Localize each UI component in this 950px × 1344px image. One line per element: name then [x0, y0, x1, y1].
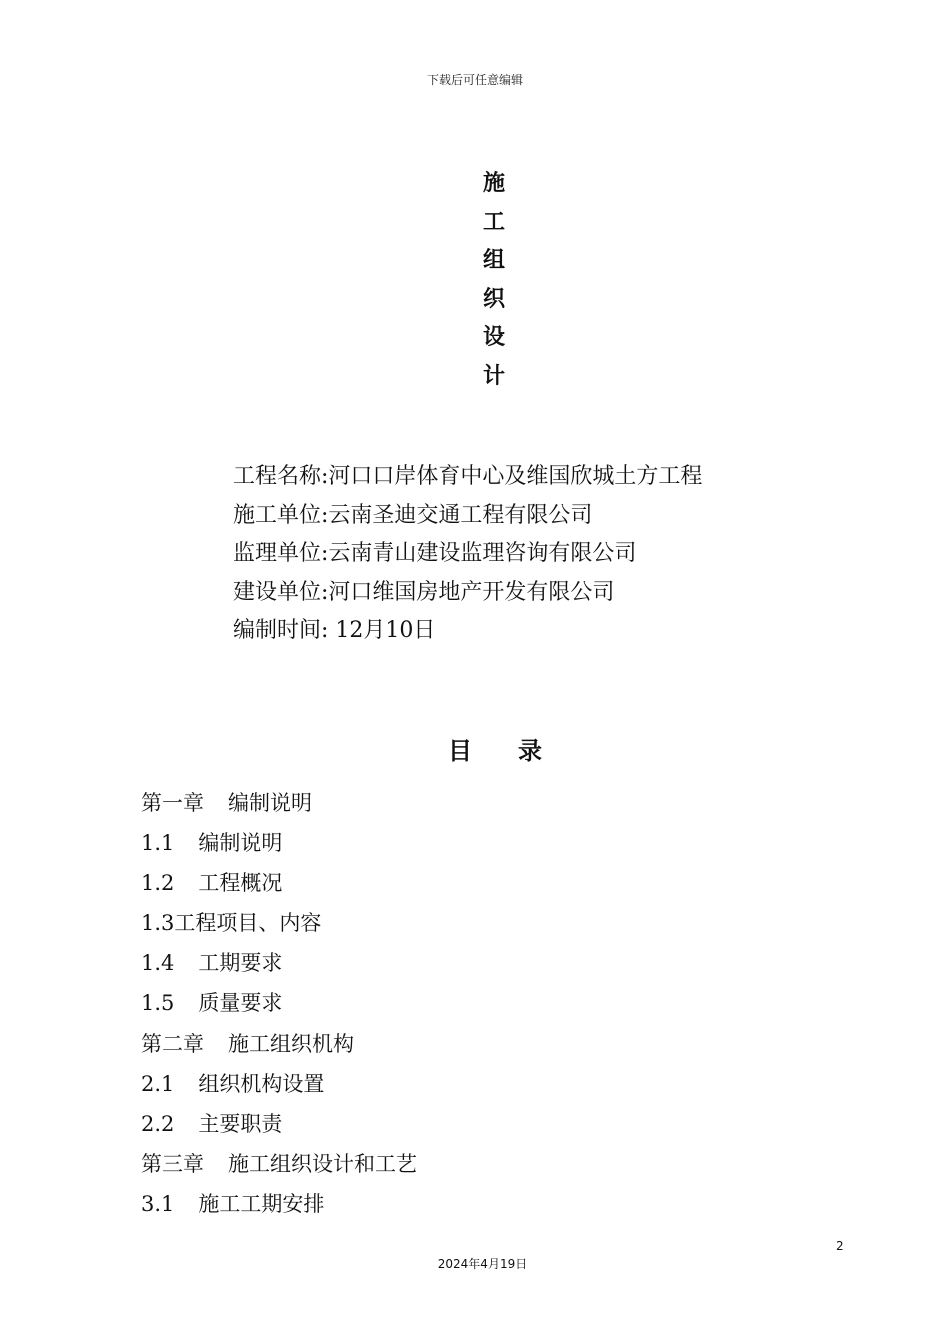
info-row-contractor [233, 497, 853, 536]
info-label: 工程名称: [233, 464, 329, 489]
toc-item[interactable] [141, 1024, 841, 1064]
cover-title-char: 施 [482, 171, 505, 196]
info-value: 云南青山建设监理咨询有限公司 [328, 541, 637, 567]
info-label: 监理单位: [233, 541, 329, 567]
toc-item-number: 2.1 [141, 1071, 175, 1096]
toc-item-number: 第三章 [141, 1151, 204, 1176]
info-label: 编制时间: [233, 618, 329, 644]
info-label: 建设单位: [233, 579, 329, 605]
toc-item-number: 3.1 [141, 1191, 175, 1216]
page-number: 2 [836, 1239, 844, 1253]
cover-title-char: 设 [482, 325, 505, 351]
toc-item[interactable] [141, 1104, 841, 1144]
page-header: 下载后可任意编辑 [426, 73, 523, 87]
info-row-developer [233, 574, 853, 613]
toc-item-number: 2.2 [141, 1111, 175, 1136]
info-label: 施工单位: [233, 502, 329, 528]
toc-item[interactable] [141, 783, 841, 823]
toc-item-number: 1.3 [141, 911, 175, 936]
toc-item[interactable] [141, 943, 841, 983]
toc-item-text: 施工组织机构 [228, 1031, 354, 1056]
toc-item[interactable] [141, 823, 841, 863]
toc-item-number: 1.1 [141, 831, 175, 856]
toc-item-number: 1.2 [141, 871, 175, 896]
toc-item-text: 工程概况 [198, 871, 283, 896]
project-info [233, 458, 853, 651]
toc-item-text: 主要职责 [198, 1111, 283, 1136]
info-row-date [233, 612, 853, 651]
toc-item[interactable] [141, 1064, 841, 1104]
toc-item-text: 质量要求 [198, 991, 283, 1016]
toc-item-text: 组织机构设置 [198, 1071, 325, 1096]
toc-item[interactable] [141, 903, 841, 943]
toc-item-text: 编制说明 [228, 791, 312, 815]
table-of-contents [141, 783, 841, 1224]
toc-title-right: 录 [518, 737, 542, 765]
cover-title [474, 165, 514, 397]
cover-title-char: 织 [482, 286, 505, 312]
cover-title-char: 组 [482, 248, 505, 274]
info-value: 河口口岸体育中心及维国欣城土方工程 [328, 464, 703, 489]
cover-title-char: 计 [482, 363, 505, 389]
toc-item-text: 施工组织设计和工艺 [228, 1151, 417, 1176]
info-value: 河口维国房地产开发有限公司 [328, 579, 615, 605]
toc-item-number: 1.5 [141, 991, 175, 1016]
info-value: 12月10日 [328, 618, 436, 644]
toc-item-text: 施工工期安排 [198, 1191, 325, 1216]
toc-item[interactable] [141, 863, 841, 903]
info-row-supervisor [233, 535, 853, 574]
toc-item-number: 第一章 [141, 791, 204, 815]
toc-item-number: 1.4 [141, 951, 175, 976]
toc-title [0, 731, 950, 766]
info-row-project-name [233, 458, 853, 497]
cover-title-char: 工 [482, 209, 505, 235]
toc-item-number: 第二章 [141, 1031, 204, 1056]
toc-item-text: 工程项目、内容 [174, 911, 322, 936]
toc-item-text: 编制说明 [198, 831, 283, 856]
toc-item[interactable] [141, 983, 841, 1023]
info-value: 云南圣迪交通工程有限公司 [328, 502, 593, 528]
page-footer-date: 2024年4月19日 [437, 1257, 528, 1271]
toc-item[interactable] [141, 1144, 841, 1184]
toc-item[interactable] [141, 1184, 841, 1224]
toc-item-text: 工期要求 [198, 951, 283, 976]
toc-title-left: 目 [448, 737, 472, 765]
